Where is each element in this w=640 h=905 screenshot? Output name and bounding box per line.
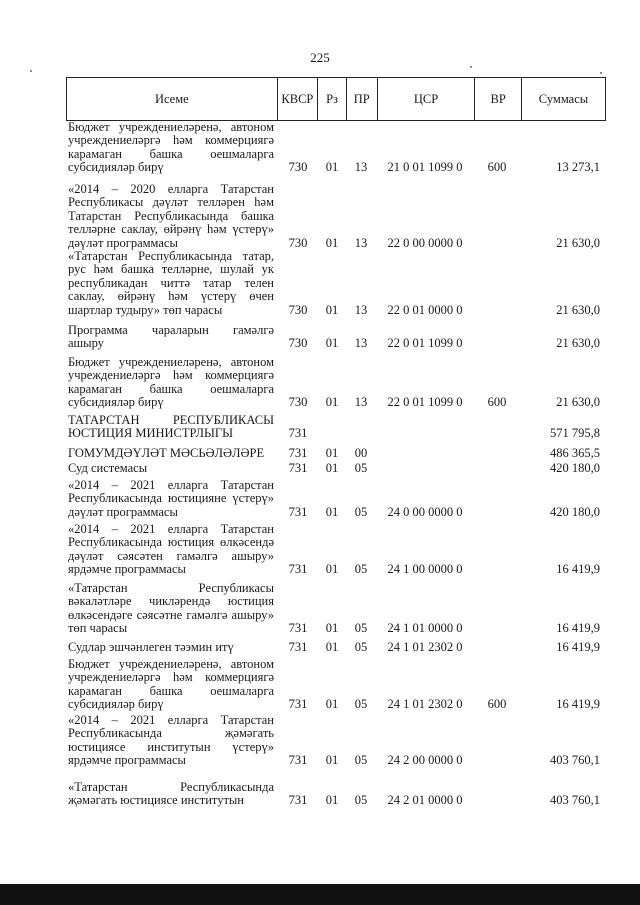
row-pr: 00 xyxy=(354,445,368,460)
row-csr: 24 2 01 0000 0 xyxy=(387,793,463,808)
row-name-line: «2014 – 2021 елларга Татарстан xyxy=(68,713,274,727)
row-csr: 24 1 01 2302 0 xyxy=(387,639,463,654)
row-rz: 01 xyxy=(325,302,339,317)
row-name-line: җәмәгать юстициясе институтын xyxy=(68,793,245,808)
row-pr: 13 xyxy=(354,302,368,317)
table-row xyxy=(66,479,604,519)
header-name: Исеме xyxy=(67,78,278,120)
row-name-line: учреждениеләргә һәм коммерциягә xyxy=(68,670,274,685)
table-row xyxy=(66,121,604,175)
table-row xyxy=(66,714,604,768)
row-name xyxy=(68,462,274,475)
row-sum: 486 365,5 xyxy=(550,445,600,460)
row-name xyxy=(68,479,274,519)
row-name xyxy=(68,582,274,636)
row-kvsr: 730 xyxy=(288,235,308,250)
row-sum: 21 630,0 xyxy=(556,336,600,351)
row-rz: 01 xyxy=(325,460,339,475)
row-name-line: Программа чараларын гамәлгә xyxy=(68,323,274,337)
row-name-line: ГОМУМДӘҮЛӘТ МӘСЬӘЛӘЛӘРЕ xyxy=(68,446,265,460)
row-name xyxy=(68,250,274,317)
row-kvsr: 730 xyxy=(288,336,308,351)
row-rz: 01 xyxy=(325,621,339,636)
row-name-line: дәүләт сәясәтен гамәлгә ашыру» xyxy=(68,548,274,563)
row-csr: 24 1 00 0000 0 xyxy=(387,562,463,577)
row-pr: 05 xyxy=(354,562,368,577)
row-pr: 13 xyxy=(354,235,368,250)
table-row xyxy=(66,641,604,654)
scan-edge xyxy=(0,884,640,905)
row-name-line: ярдәмче программасы xyxy=(68,562,186,577)
header-csr: ЦСР xyxy=(378,78,476,120)
row-rz: 01 xyxy=(325,445,339,460)
row-name-line: Судлар эшчәнлеген тәэмин итү xyxy=(68,640,234,654)
row-pr: 13 xyxy=(354,336,368,351)
table-row xyxy=(66,462,604,475)
row-sum: 16 419,9 xyxy=(556,562,600,577)
row-pr: 13 xyxy=(354,160,368,175)
row-sum: 420 180,0 xyxy=(550,504,600,519)
row-csr: 22 0 01 1099 0 xyxy=(387,395,463,410)
row-kvsr: 731 xyxy=(288,562,308,577)
scan-speck xyxy=(600,72,602,74)
row-pr: 05 xyxy=(354,504,368,519)
row-kvsr: 731 xyxy=(288,793,308,808)
row-csr: 24 2 00 0000 0 xyxy=(387,753,463,768)
row-pr: 05 xyxy=(354,697,368,712)
row-kvsr: 730 xyxy=(288,395,308,410)
row-name xyxy=(68,183,274,250)
row-name-line: субсидияләр бирү xyxy=(68,395,164,410)
row-name-line: ЮСТИЦИЯ МИНИСТРЛЫГЫ xyxy=(68,426,234,441)
page-number: 225 xyxy=(310,50,330,65)
row-name-line: юстициясе институтын үстерү» xyxy=(68,739,274,754)
table-row xyxy=(66,658,604,712)
row-pr: 05 xyxy=(354,639,368,654)
row-vr: 600 xyxy=(487,160,507,175)
row-name xyxy=(68,324,274,351)
row-name-line: Республикасында юстиция өлкәсендә xyxy=(68,535,274,550)
row-name-line: ярдәмче программасы xyxy=(68,753,186,768)
row-rz: 01 xyxy=(325,793,339,808)
row-name-line: учреждениеләргә һәм коммерциягә xyxy=(68,133,274,148)
scan-speck xyxy=(30,70,32,72)
row-rz: 01 xyxy=(325,639,339,654)
row-sum: 420 180,0 xyxy=(550,460,600,475)
row-name-line: Суд системасы xyxy=(68,461,148,475)
row-name xyxy=(68,641,274,654)
row-name-line: ТАТАРСТАН РЕСПУБЛИКАСЫ xyxy=(68,413,274,427)
row-csr: 24 1 01 2302 0 xyxy=(387,697,463,712)
row-name-line: шартлар тудыру» төп чарасы xyxy=(68,302,223,317)
row-sum: 403 760,1 xyxy=(550,793,600,808)
row-name-line: саклау, өйрәнү һәм үстерү өчен xyxy=(68,289,274,304)
header-sum: Суммасы xyxy=(538,91,589,106)
row-rz: 01 xyxy=(325,395,339,410)
row-name-line: карамаган башка оешмаларга xyxy=(68,146,274,161)
table-row xyxy=(66,447,604,460)
row-name-line: Бюджет учреждениеләренә, автоном xyxy=(68,355,274,369)
header-pr: ПР xyxy=(347,78,378,120)
row-name-line: Республикасында юстицияне үстерү» xyxy=(68,491,274,506)
row-sum: 16 419,9 xyxy=(556,697,600,712)
row-name xyxy=(68,121,274,175)
row-pr: 13 xyxy=(354,395,368,410)
row-name-line: Республикасында җәмәгать xyxy=(68,726,274,741)
row-sum: 21 630,0 xyxy=(556,395,600,410)
row-name-line: «2014 – 2020 елларга Татарстан xyxy=(68,182,274,196)
row-rz: 01 xyxy=(325,562,339,577)
row-pr: 05 xyxy=(354,621,368,636)
row-name-line: «2014 – 2021 елларга Татарстан xyxy=(68,522,274,536)
row-kvsr: 731 xyxy=(288,426,308,441)
row-name xyxy=(68,523,274,577)
row-name xyxy=(68,658,274,712)
row-csr: 24 1 01 0000 0 xyxy=(387,621,463,636)
row-vr: 600 xyxy=(487,697,507,712)
row-name-line: телләрне саклау, өйрәнү һәм үстерү» xyxy=(68,222,274,237)
row-kvsr: 731 xyxy=(288,697,308,712)
table-row xyxy=(66,356,604,410)
row-rz: 01 xyxy=(325,235,339,250)
table-row xyxy=(66,250,604,317)
row-name xyxy=(68,781,274,808)
row-name-line: «Татарстан Республикасында xyxy=(68,780,274,794)
row-kvsr: 730 xyxy=(288,160,308,175)
table-row xyxy=(66,523,604,577)
row-name-line: республикадан читтә татар телен xyxy=(68,275,274,290)
row-name-line: карамаган башка оешмаларга xyxy=(68,683,274,698)
row-sum: 21 630,0 xyxy=(556,235,600,250)
row-name-line: Республикасы дәүләт телләрен һәм xyxy=(68,195,274,210)
row-sum: 16 419,9 xyxy=(556,639,600,654)
table-row xyxy=(66,324,604,351)
row-csr: 22 0 00 0000 0 xyxy=(387,235,463,250)
row-sum: 16 419,9 xyxy=(556,621,600,636)
table-row xyxy=(66,582,604,636)
row-csr: 21 0 01 1099 0 xyxy=(387,160,463,175)
row-name-line: төп чарасы xyxy=(68,621,128,636)
row-kvsr: 731 xyxy=(288,639,308,654)
header-kvsr: КВСР xyxy=(278,78,319,120)
row-csr: 22 0 01 1099 0 xyxy=(387,336,463,351)
scan-speck xyxy=(470,66,472,68)
row-name-line: «Татарстан Республикасы xyxy=(68,581,274,595)
table-header xyxy=(66,77,606,121)
row-kvsr: 730 xyxy=(288,302,308,317)
row-kvsr: 731 xyxy=(288,460,308,475)
row-sum: 571 795,8 xyxy=(550,426,600,441)
row-pr: 05 xyxy=(354,793,368,808)
row-name xyxy=(68,447,274,460)
row-name xyxy=(68,356,274,410)
row-name-line: дәүләт программасы xyxy=(68,235,178,250)
row-kvsr: 731 xyxy=(288,621,308,636)
header-rz: Рз xyxy=(318,78,347,120)
row-name-line: өлкәсендәге сәясәтне гамәлгә ашыру» xyxy=(68,607,274,622)
row-rz: 01 xyxy=(325,697,339,712)
row-name xyxy=(68,414,274,441)
row-name-line: учреждениеләргә һәм коммерциягә xyxy=(68,368,274,383)
row-name-line: рус һәм башка телләрне, шулай ук xyxy=(68,262,274,277)
row-name-line: субсидияләр бирү xyxy=(68,697,164,712)
row-csr: 22 0 01 0000 0 xyxy=(387,302,463,317)
row-pr: 05 xyxy=(354,460,368,475)
row-name-line: дәүләт программасы xyxy=(68,504,178,519)
row-rz: 01 xyxy=(325,753,339,768)
row-name-line: карамаган башка оешмаларга xyxy=(68,381,274,396)
row-name-line: Бюджет учреждениеләренә, автоном xyxy=(68,657,274,671)
header-vr: ВР xyxy=(475,78,521,120)
row-name-line: «Татарстан Республикасында татар, xyxy=(68,249,274,263)
table-row xyxy=(66,414,604,441)
row-name-line: ашыру xyxy=(68,336,104,351)
row-rz: 01 xyxy=(325,336,339,351)
row-name-line: «2014 – 2021 елларга Татарстан xyxy=(68,478,274,492)
row-kvsr: 731 xyxy=(288,753,308,768)
row-sum: 21 630,0 xyxy=(556,302,600,317)
row-name-line: субсидияләр бирү xyxy=(68,160,164,175)
row-name-line: вәкаләтләре чикләрендә юстиция xyxy=(68,594,274,609)
row-kvsr: 731 xyxy=(288,445,308,460)
row-csr: 24 0 00 0000 0 xyxy=(387,504,463,519)
table-row xyxy=(66,781,604,808)
row-kvsr: 731 xyxy=(288,504,308,519)
row-vr: 600 xyxy=(487,395,507,410)
row-name xyxy=(68,714,274,768)
row-sum: 13 273,1 xyxy=(556,160,600,175)
row-rz: 01 xyxy=(325,160,339,175)
row-pr: 05 xyxy=(354,753,368,768)
row-rz: 01 xyxy=(325,504,339,519)
row-sum: 403 760,1 xyxy=(550,753,600,768)
row-name-line: Татарстан Республикасында башка xyxy=(68,208,274,223)
table-row xyxy=(66,183,604,250)
row-name-line: Бюджет учреждениеләренә, автоном xyxy=(68,120,274,134)
